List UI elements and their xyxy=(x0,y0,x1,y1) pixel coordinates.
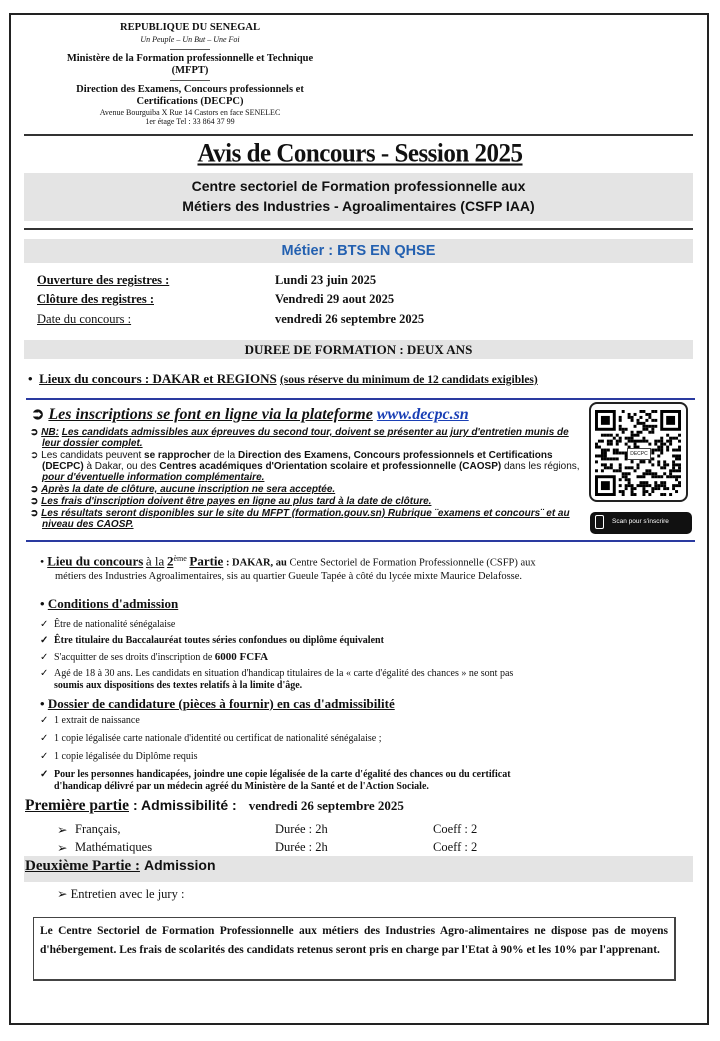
decpc-link[interactable]: www.decpc.sn xyxy=(376,406,469,423)
arrow-icon: ➲ xyxy=(30,450,42,461)
partie2-heading xyxy=(25,857,216,875)
divider xyxy=(26,540,695,542)
arrow-icon: ➲ xyxy=(30,427,42,438)
epreuve-coeff: Coeff : 2 xyxy=(433,840,478,854)
list-item-text: Pour les personnes handicapées, joindre une copie légalisée de la carte d'égalité des chances ou du certificat xyxy=(54,769,511,780)
centre-line: Centre sectoriel de Formation professionnelle aux xyxy=(191,178,526,194)
list-item xyxy=(40,668,692,680)
check-icon: ✓ xyxy=(40,668,49,679)
phone-icon xyxy=(595,515,604,529)
list-item-text: Après la date de clôture, aucune inscription ne sera acceptée. xyxy=(41,484,336,495)
arrow-icon: ➲ xyxy=(30,496,42,507)
lieu2-label: Lieu du concours xyxy=(47,553,144,569)
bullet: • xyxy=(28,371,40,386)
list-item-text: 1 extrait de naissance xyxy=(54,715,140,726)
dossier-list xyxy=(40,715,692,793)
registre-label: Ouverture des registres : xyxy=(37,273,170,287)
list-item-text: Les résultats seront disponibles sur le site du MFPT (formation.gouv.sn) Rubrique ¨examens et concours¨ et au niveau des CAOSP. xyxy=(41,508,570,530)
check-icon: ✓ xyxy=(40,635,49,646)
partie2-banner xyxy=(24,856,693,882)
lieu2-label: Partie xyxy=(189,553,224,569)
list-item-text: Centres académiques d'Orientation scolaire et professionnelle (CAOSP) xyxy=(159,461,502,472)
list-item-text: S'acquitter de ses droits d'inscription de xyxy=(54,652,213,663)
list-item xyxy=(30,496,585,507)
list-item-text: 1 copie légalisée du Diplôme requis xyxy=(54,751,198,762)
epreuve-coeff: Coeff : 2 xyxy=(433,822,478,836)
ministry-name: Ministère de la Formation professionnelle et Technique (MFPT) xyxy=(66,53,314,76)
list-item-text: Être de nationalité sénégalaise xyxy=(54,619,176,630)
arrow-icon: ➢ xyxy=(57,841,68,855)
list-item xyxy=(40,751,692,763)
lieux-note: (sous réserve du minimum de 12 candidats exigibles) xyxy=(279,374,538,386)
list-item xyxy=(40,651,692,664)
list-item-text: à Dakar, ou des xyxy=(86,461,157,472)
list-item-text: d'handicap délivré par un médecin agréé du Ministère de la Santé et de l'Action Sociale. xyxy=(54,781,429,792)
inscriptions-list xyxy=(30,427,585,530)
registre-label: Date du concours : xyxy=(37,312,132,326)
national-motto: Un Peuple – Un But – Une Foi xyxy=(140,35,240,44)
check-icon: ✓ xyxy=(40,751,49,762)
epreuve-duree: Durée : 2h xyxy=(275,822,328,836)
scan-label: Scan pour s'inscrire xyxy=(612,518,669,525)
arrow-icon: ➲ xyxy=(30,484,42,495)
list-item-text: 1 copie légalisée carte nationale d'identité ou certificat de nationalité sénégalaise ; xyxy=(54,733,382,744)
lieu2-text: Centre Sectoriel de Formation Professionnelle (CSFP) aux xyxy=(289,557,536,569)
dossier-title: Dossier de candidature (pièces à fournir) en cas d'admissibilité xyxy=(47,696,395,711)
inscriptions-text: Les inscriptions se font en ligne via la plateforme xyxy=(48,406,373,423)
lieu2-text: métiers des Industries Agroalimentaires, sis au quartier Gueule Tapée à côté du lycée mixte Maurice Delafosse. xyxy=(55,570,523,582)
arrow-icon: ➲ xyxy=(30,508,42,519)
dossier-title-line xyxy=(40,696,395,712)
lieu2-label: ème xyxy=(173,554,187,563)
list-item-text: Les frais d'inscription doivent être payes en ligne au plus tard à la date de clôture. xyxy=(41,496,432,507)
direction-name: Direction des Examens, Concours professionnels et Certifications (DECPC) xyxy=(76,84,304,107)
lieu2-label: 2 xyxy=(166,553,174,569)
divider xyxy=(24,228,693,230)
centre-line: Métiers des Industries - Agroalimentaires (CSFP IAA) xyxy=(182,198,535,214)
check-icon: ✓ xyxy=(40,652,49,663)
epreuves-table xyxy=(57,822,617,858)
list-item xyxy=(40,619,692,631)
divider xyxy=(26,398,695,400)
registre-value: Lundi 23 juin 2025 xyxy=(275,273,377,287)
arrow-icon: ➢ xyxy=(57,887,71,901)
list-item-text: dans les régions, xyxy=(503,461,580,472)
lieux-main: Lieux du concours : DAKAR et REGIONS xyxy=(39,371,277,386)
fee-amount: 6000 FCFA xyxy=(214,651,269,663)
epreuve-name: Français, xyxy=(75,822,121,836)
bullet: • xyxy=(40,596,48,611)
bullet: • xyxy=(40,696,48,711)
partie2-label: Deuxième Partie : xyxy=(25,858,140,874)
lieu2-line xyxy=(40,552,692,570)
list-item-text: de la xyxy=(213,450,236,461)
check-icon: ✓ xyxy=(40,733,49,744)
check-icon: ✓ xyxy=(40,715,49,726)
bullet: • xyxy=(40,554,48,569)
conditions-title-line xyxy=(40,596,178,612)
registre-value: vendredi 26 septembre 2025 xyxy=(275,312,425,326)
arrow-icon: ➲ xyxy=(31,406,49,423)
address-line: 1er étage Tel : 33 864 37 99 xyxy=(145,117,235,126)
registre-label: Clôture des registres : xyxy=(37,292,154,306)
address-line: Avenue Bourguiba X Rue 14 Castors en face SENELEC xyxy=(99,108,281,117)
list-item-text: soumis aux dispositions des textes relatifs à la limite d'âge. xyxy=(54,680,303,691)
lieu2-city: : DAKAR, au xyxy=(225,557,287,569)
list-item xyxy=(30,484,585,495)
lieux-line xyxy=(28,371,538,387)
table-row xyxy=(57,822,617,840)
list-item-text: se rapprocher xyxy=(144,450,211,461)
page-title: Avis de Concours - Session 2025 xyxy=(197,139,523,168)
arrow-icon: ➢ xyxy=(57,823,68,837)
list-item xyxy=(40,733,692,745)
divider xyxy=(24,134,693,136)
list-item xyxy=(40,769,692,781)
duree-banner: DUREE DE FORMATION : DEUX ANS xyxy=(24,340,693,359)
inscriptions-headline xyxy=(31,404,591,424)
partie2-title: Admission xyxy=(143,857,216,873)
conditions-list xyxy=(40,619,692,692)
republic-title: REPUBLIQUE DU SENEGAL xyxy=(119,22,261,33)
partie1-title: : Admissibilité : xyxy=(133,797,237,813)
partie1-heading xyxy=(25,797,404,815)
ministry-header xyxy=(60,22,320,126)
list-item xyxy=(30,508,585,530)
scan-button[interactable] xyxy=(590,512,692,534)
list-item-text: Être titulaire du Baccalauréat toutes séries confondues ou diplôme équivalent xyxy=(54,635,384,646)
epreuve-name: Mathématiques xyxy=(75,840,153,854)
partie1-label: Première partie xyxy=(25,797,129,814)
list-item-text: Agé de 18 à 30 ans. Les candidats en situation d'handicap titulaires de la « carte d'égalité des chances » ne sont pas xyxy=(54,668,514,679)
list-item xyxy=(30,450,585,483)
list-item xyxy=(30,427,585,449)
metier-banner: Métier : BTS EN QHSE xyxy=(24,239,693,263)
partie2-item xyxy=(57,886,184,902)
lieu2-label: à la xyxy=(145,553,165,569)
partie1-date: vendredi 26 septembre 2025 xyxy=(248,798,404,813)
list-item xyxy=(40,715,692,727)
list-item-text: Direction des Examens, Concours professionnels et Certifications (DECPC) xyxy=(42,450,553,472)
list-item xyxy=(40,635,692,647)
list-item-text: pour d'éventuelle information complémentaire. xyxy=(42,472,265,483)
check-icon: ✓ xyxy=(40,769,49,780)
divider xyxy=(170,49,210,50)
lieu2-section xyxy=(40,552,692,583)
list-item-text: Les candidats admissibles aux épreuves du second tour, doivent se présenter au jury d'entretien munis de leur dossier complet. xyxy=(42,427,569,449)
epreuve-duree: Durée : 2h xyxy=(275,840,328,854)
list-item-text: Les candidats peuvent xyxy=(41,450,142,461)
divider xyxy=(170,80,210,81)
centre-banner xyxy=(24,173,693,221)
qr-logo: DECPC xyxy=(627,448,651,460)
footer-note: Le Centre Sectoriel de Formation Professionnelle aux métiers des Industries Agro-alimentaires ne dispose pas de moyens d'hébergement. Les frais de scolarités des candidats retenus seront pris en charge par l'Etat à 90% et les 10% par l'apprenant. xyxy=(33,917,676,981)
nb-label: NB: xyxy=(41,427,59,438)
check-icon: ✓ xyxy=(40,619,49,630)
registre-value: Vendredi 29 aout 2025 xyxy=(275,292,395,306)
list-item-text: Entretien avec le jury : xyxy=(70,887,185,901)
conditions-title: Conditions d'admission xyxy=(47,596,179,611)
